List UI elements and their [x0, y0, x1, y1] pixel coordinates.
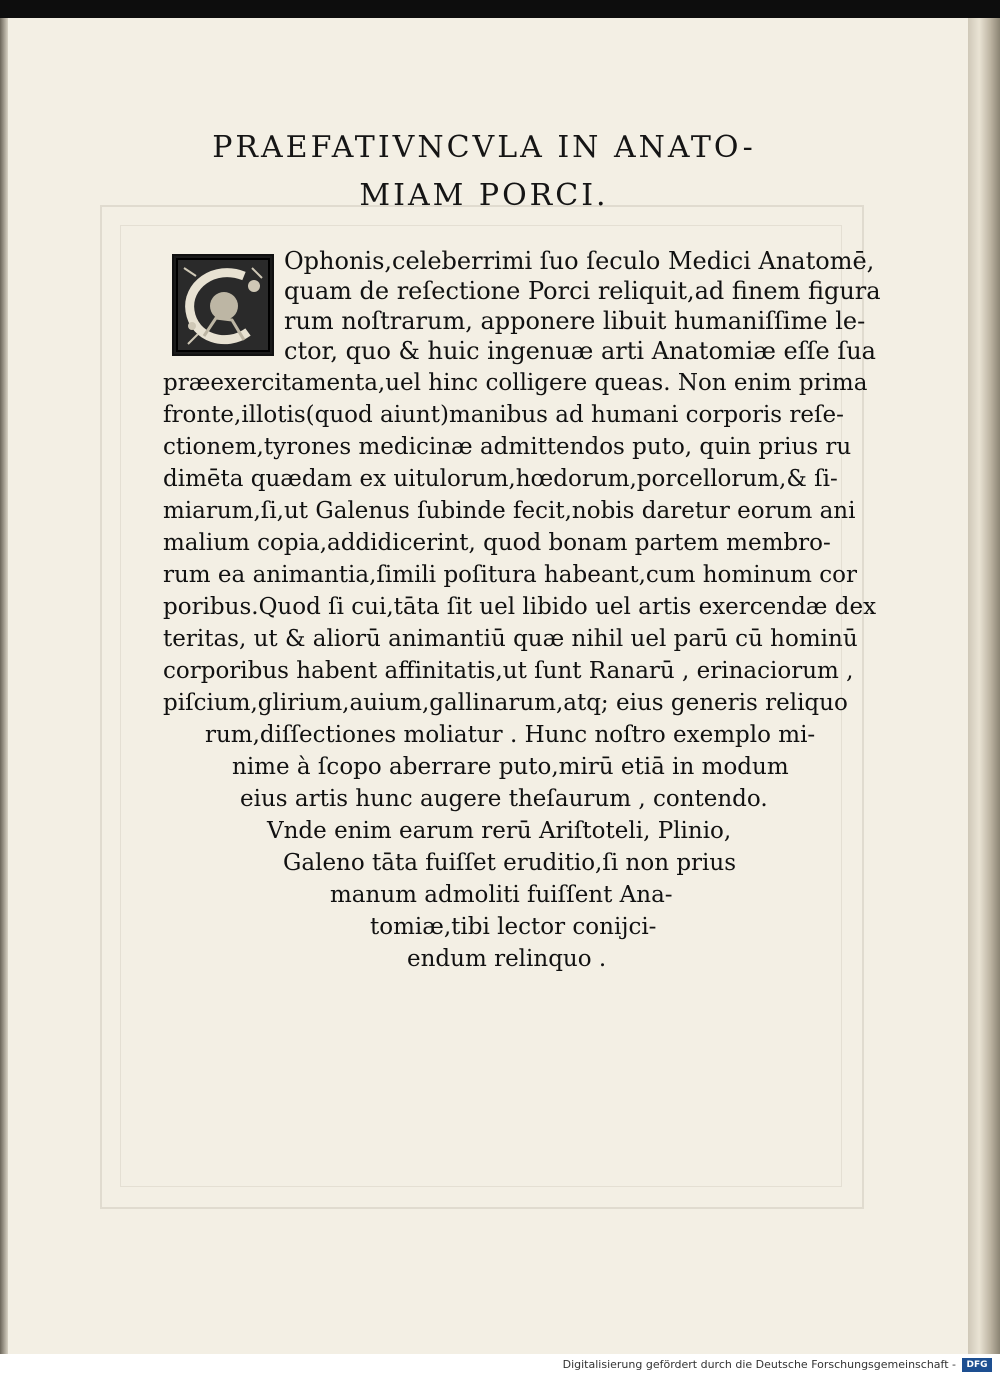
top-dark-border [0, 0, 1000, 18]
page-edge [968, 18, 1000, 1354]
page-gutter [0, 18, 8, 1354]
text-line: teritas, ut & aliorū animantiū quæ nihil uel parū cū hominū [163, 626, 858, 652]
text-line: manum admoliti fuiſſent Ana- [330, 882, 673, 908]
heading-line-2: MIAM PORCI. [359, 178, 609, 213]
heading-line-1: PRAEFATIVNCVLA IN ANATO- [212, 130, 756, 165]
text-line: ctor, quo & huic ingenuæ arti Anatomiæ eſſe ſua [284, 337, 876, 365]
text-line: nime à ſcopo aberrare puto,mirū etiā in modum [232, 754, 789, 780]
text-line: rum ea animantia,ſimili poſitura habeant,cum hominum cor [163, 562, 858, 588]
text-line: tomiæ,tibi lector conijci- [370, 914, 657, 940]
text-line: eius artis hunc augere theſaurum , contendo. [240, 786, 768, 812]
text-line: præexercitamenta,uel hinc colligere queas. Non enim prima [163, 370, 868, 396]
text-line: dimēta quædam ex uitulorum,hœdorum,porcellorum,& ſi- [163, 466, 838, 492]
dfg-logo: DFG [962, 1358, 992, 1372]
footer-credit: Digitalisierung gefördert durch die Deutsche Forschungsgemeinschaft - [562, 1358, 956, 1371]
text-line: ctionem,tyrones medicinæ admittendos puto, quin prius ru [163, 434, 852, 460]
text-line: piſcium,glirium,auium,gallinarum,atq; eius generis reliquo [163, 690, 848, 716]
text-line: Ophonis,celeberrimi ſuo ſeculo Medici Anatomē, [284, 247, 875, 275]
text-line: quam de reſectione Porci reliquit,ad finem figura [284, 277, 881, 305]
text-line: rum,diſſectiones moliatur . Hunc noſtro exemplo mi- [205, 722, 816, 748]
text-line: endum relinquo . [407, 946, 607, 972]
text-line: Vnde enim earum rerū Ariſtoteli, Plinio, [267, 818, 732, 844]
text-line: miarum,ſi,ut Galenus ſubinde fecit,nobis daretur eorum ani [163, 498, 856, 524]
text-line: corporibus habent affinitatis,ut ſunt Ranarū , erinaciorum , [163, 658, 854, 684]
text-line: fronte,illotis(quod aiunt)manibus ad humani corporis reſe- [163, 402, 844, 428]
decorated-initial-c [172, 254, 274, 356]
text-line: rum noſtrarum, apponere libuit humaniſſime le- [284, 307, 866, 335]
woodcut-initial-icon [174, 256, 272, 354]
text-line: Galeno tāta fuiſſet eruditio,ſi non prius [283, 850, 737, 876]
footer-bar [0, 1354, 1000, 1377]
text-line: poribus.Quod ſi cui,tāta ſit uel libido uel artis exercendæ dex [163, 594, 877, 620]
text-line: malium copia,addidicerint, quod bonam partem membro- [163, 530, 831, 556]
